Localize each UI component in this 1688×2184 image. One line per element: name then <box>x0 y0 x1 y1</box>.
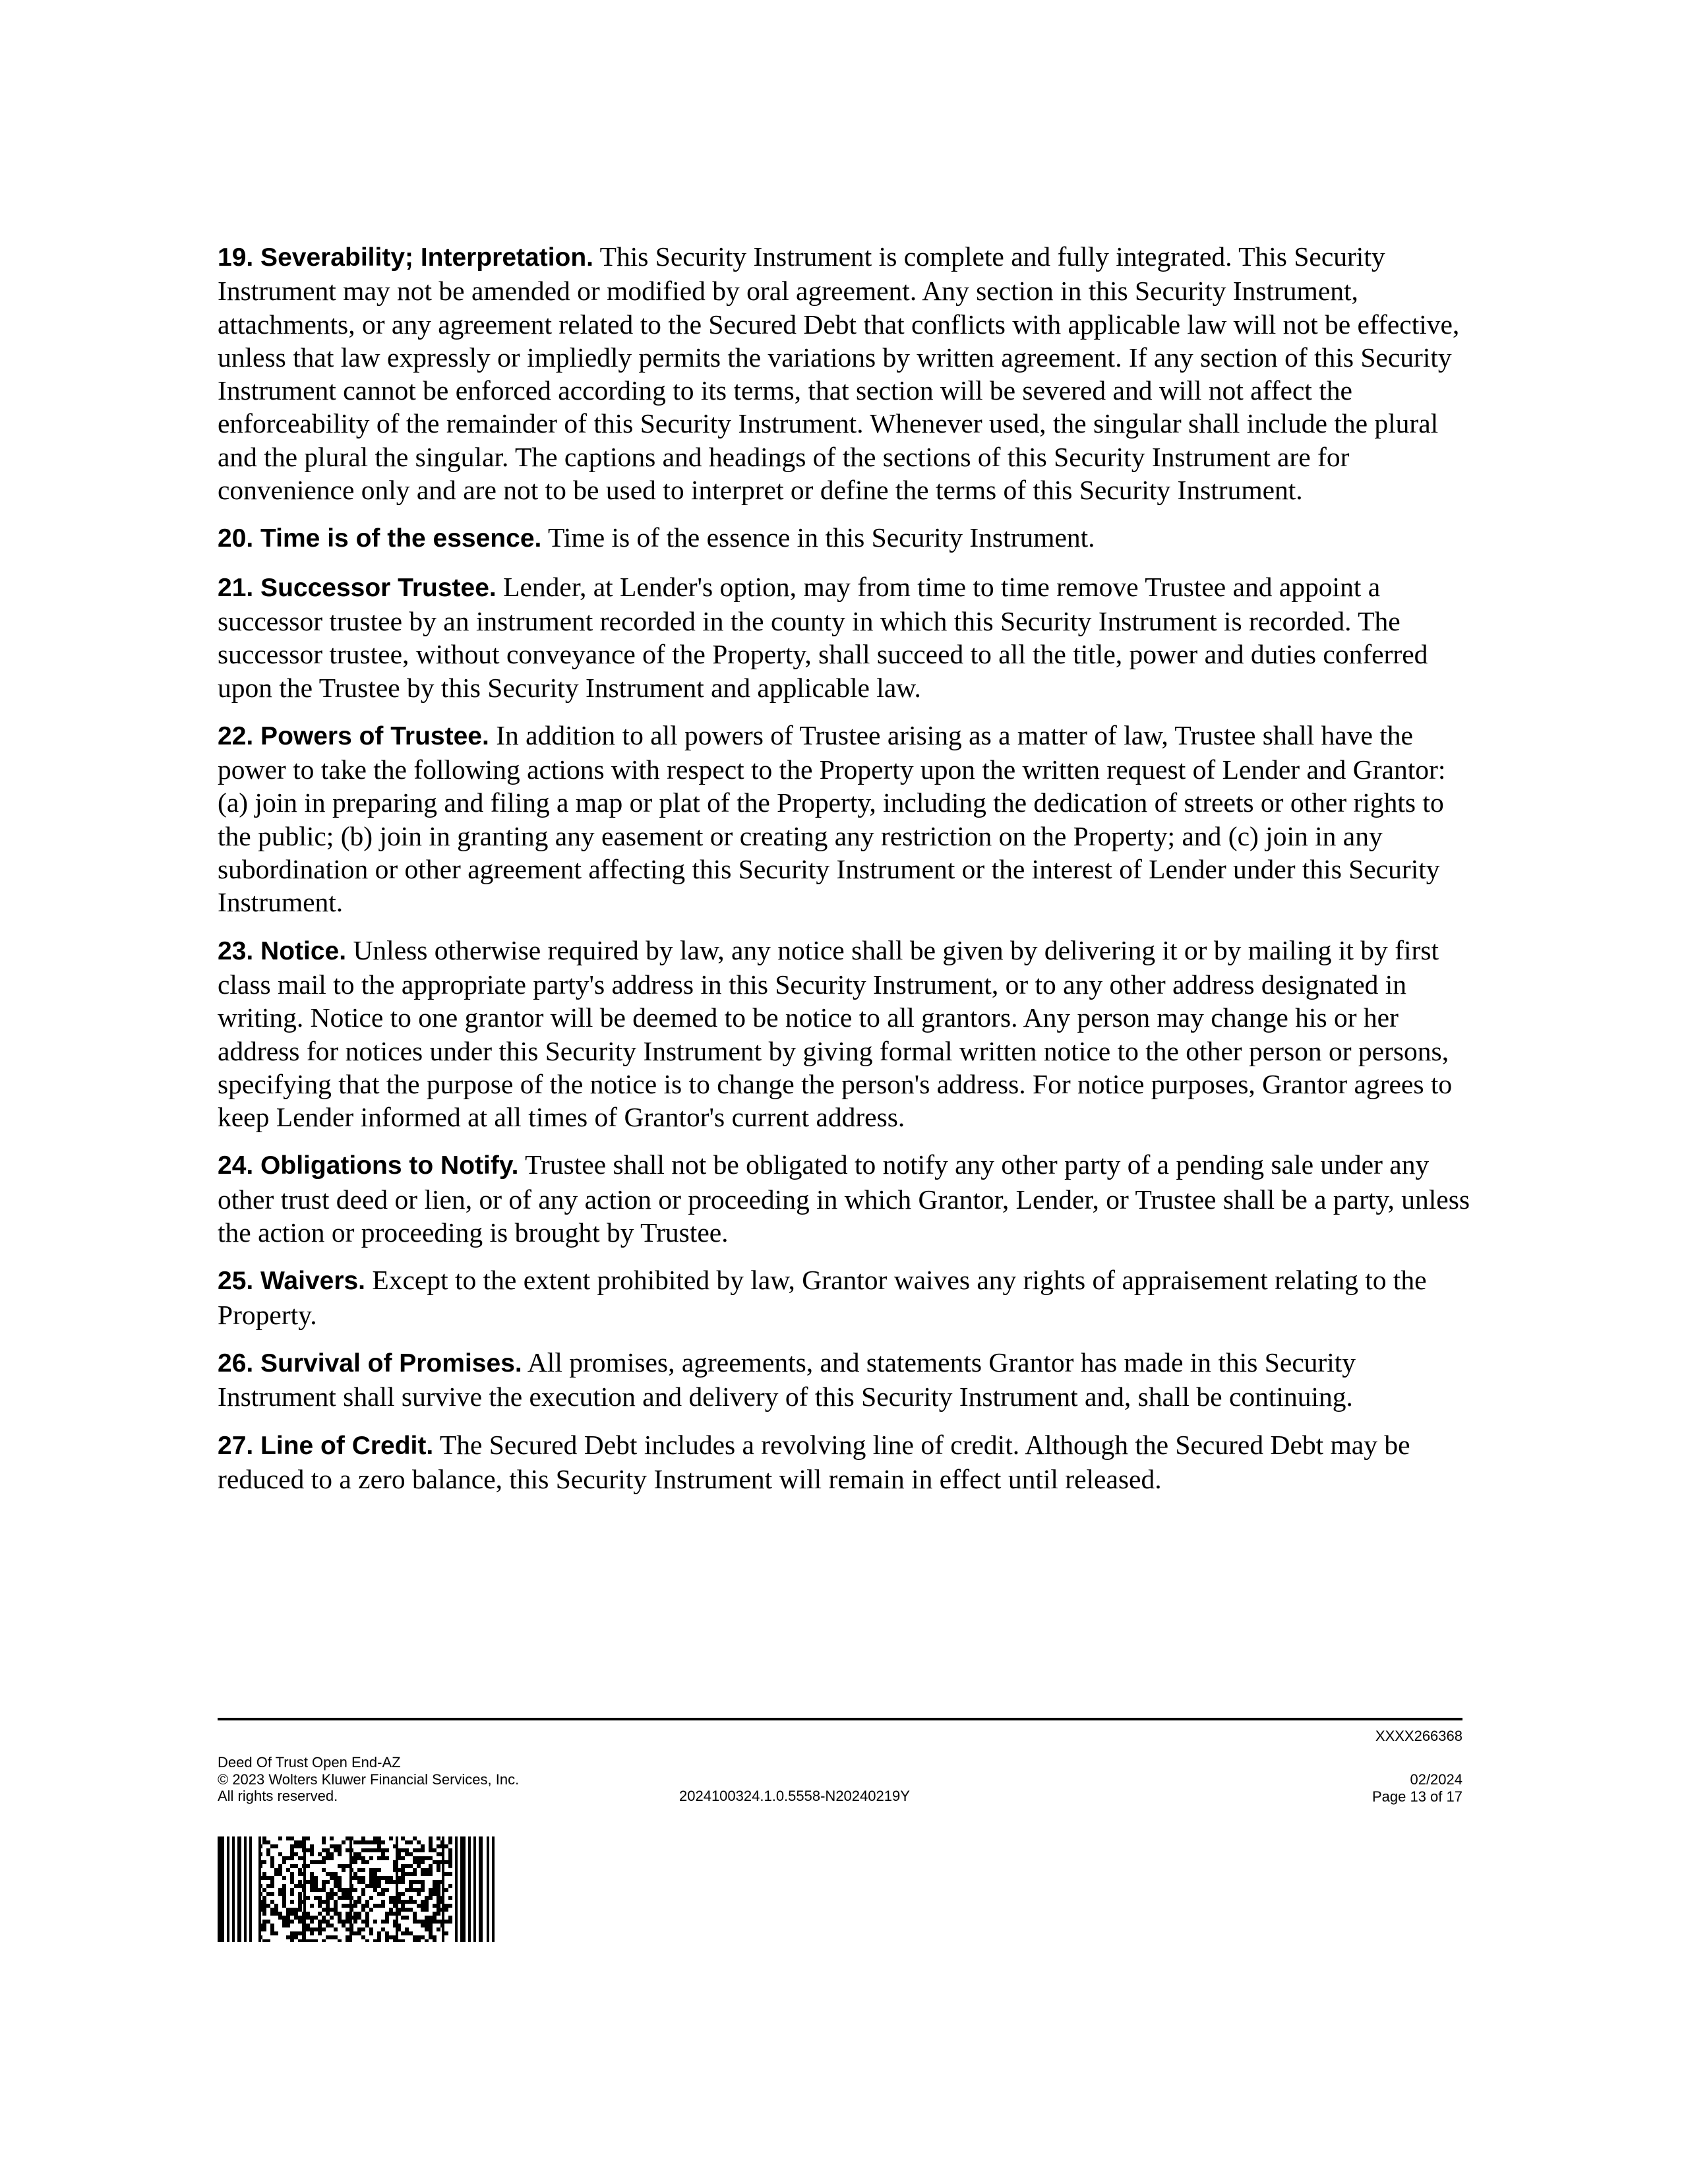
section-23 <box>218 934 1470 1134</box>
rights-notice: All rights reserved. <box>218 1788 338 1804</box>
document-id: XXXX266368 <box>1375 1728 1462 1744</box>
section-27 <box>218 1428 1470 1496</box>
barcode-icon <box>218 1836 495 1942</box>
section-20 <box>218 521 1470 555</box>
section-text: Time is of the essence in this Security Instrument. <box>548 522 1095 553</box>
version-code: 2024100324.1.0.5558-N20240219Y <box>679 1788 910 1804</box>
section-text: This Security Instrument is complete and fully integrated. This Security Instrument may not be amended or modified by oral agreement. Any section in this Security Instrument, attachments, or any agreement related to the Secured Debt that conflicts with applicable law will not be effective, unless that law expressly or impliedly permits the variations by written agreement. If any section of this Security Instrument cannot be enforced according to its terms, that section will be severed and will not affect the enforceability of the remainder of this Security Instrument. Whenever used, the singular shall include the plural and the plural the singular. The captions and headings of the sections of this Security Instrument are for convenience only and are not to be used to interpret or define the terms of this Security Instrument. <box>218 241 1460 506</box>
section-heading: 27. Line of Credit. <box>218 1431 434 1460</box>
page-number: Page 13 of 17 <box>1372 1788 1462 1805</box>
section-heading: 19. Severability; Interpretation. <box>218 243 594 272</box>
copyright-notice: © 2023 Wolters Kluwer Financial Services, Inc. <box>218 1771 520 1788</box>
section-26 <box>218 1346 1470 1414</box>
page-footer <box>218 1728 1462 1820</box>
section-heading: 22. Powers of Trustee. <box>218 721 489 750</box>
section-heading: 23. Notice. <box>218 936 347 965</box>
section-24 <box>218 1148 1470 1249</box>
form-date: 02/2024 <box>1410 1771 1462 1788</box>
section-heading: 25. Waivers. <box>218 1267 366 1296</box>
section-heading: 26. Survival of Promises. <box>218 1349 522 1378</box>
form-title: Deed Of Trust Open End-AZ <box>218 1754 401 1771</box>
barcode-start-pattern <box>218 1836 252 1942</box>
barcode-data-pattern <box>258 1836 452 1942</box>
footer-right <box>1372 1771 1462 1805</box>
section-19 <box>218 240 1470 506</box>
section-text: All promises, agreements, and statements Grantor has made in this Security Instrument shall survive the execution and delivery of this Security Instrument and, shall be continuing. <box>218 1347 1356 1412</box>
footer-left <box>218 1754 519 1805</box>
barcode-stop-pattern <box>455 1836 495 1942</box>
section-text: Except to the extent prohibited by law, Grantor waives any rights of appraisement relating to the Property. <box>218 1265 1427 1330</box>
section-heading: 24. Obligations to Notify. <box>218 1151 519 1180</box>
section-text: The Secured Debt includes a revolving line of credit. Although the Secured Debt may be reduced to a zero balance, this Security Instrument will remain in effect until released. <box>218 1429 1410 1494</box>
section-heading: 20. Time is of the essence. <box>218 524 542 553</box>
footer-divider <box>218 1718 1462 1720</box>
section-text: In addition to all powers of Trustee arising as a matter of law, Trustee shall have the power to take the following actions with respect to the Property upon the written request of Lender and Grantor: (a) join in preparing and filing a map or plat of the Property, including the dedication of streets or other rights to the public; (b) join in granting any easement or creating any restriction on the Property; and (c) join in any subordination or other agreement affecting this Security Instrument or the interest of Lender under this Security Instrument. <box>218 719 1446 918</box>
section-heading: 21. Successor Trustee. <box>218 573 497 602</box>
section-text: Unless otherwise required by law, any notice shall be given by delivering it or by mailing it by first class mail to the appropriate party's address in this Security Instrument, or to any other address designated in writing. Notice to one grantor will be deemed to be notice to all grantors. Any person may change his or her address for notices under this Security Instrument by giving formal written notice to the other person or persons, specifying that the purpose of the notice is to change the person's address. For notice purposes, Grantor agrees to keep Lender informed at all times of Grantor's current address. <box>218 934 1453 1133</box>
document-body <box>218 240 1470 1510</box>
section-text: Lender, at Lender's option, may from time to time remove Trustee and appoint a successor trustee by an instrument recorded in the county in which this Security Instrument is recorded. The successor trustee, without conveyance of the Property, shall succeed to all the title, power and duties conferred upon the Trustee by this Security Instrument and applicable law. <box>218 571 1428 703</box>
section-22 <box>218 719 1470 919</box>
section-21 <box>218 570 1470 704</box>
section-25 <box>218 1263 1470 1331</box>
section-text: Trustee shall not be obligated to notify any other party of a pending sale under any other trust deed or lien, or of any action or proceeding in which Grantor, Lender, or Trustee shall be a party, unless the action or proceeding is brought by Trustee. <box>218 1149 1470 1248</box>
